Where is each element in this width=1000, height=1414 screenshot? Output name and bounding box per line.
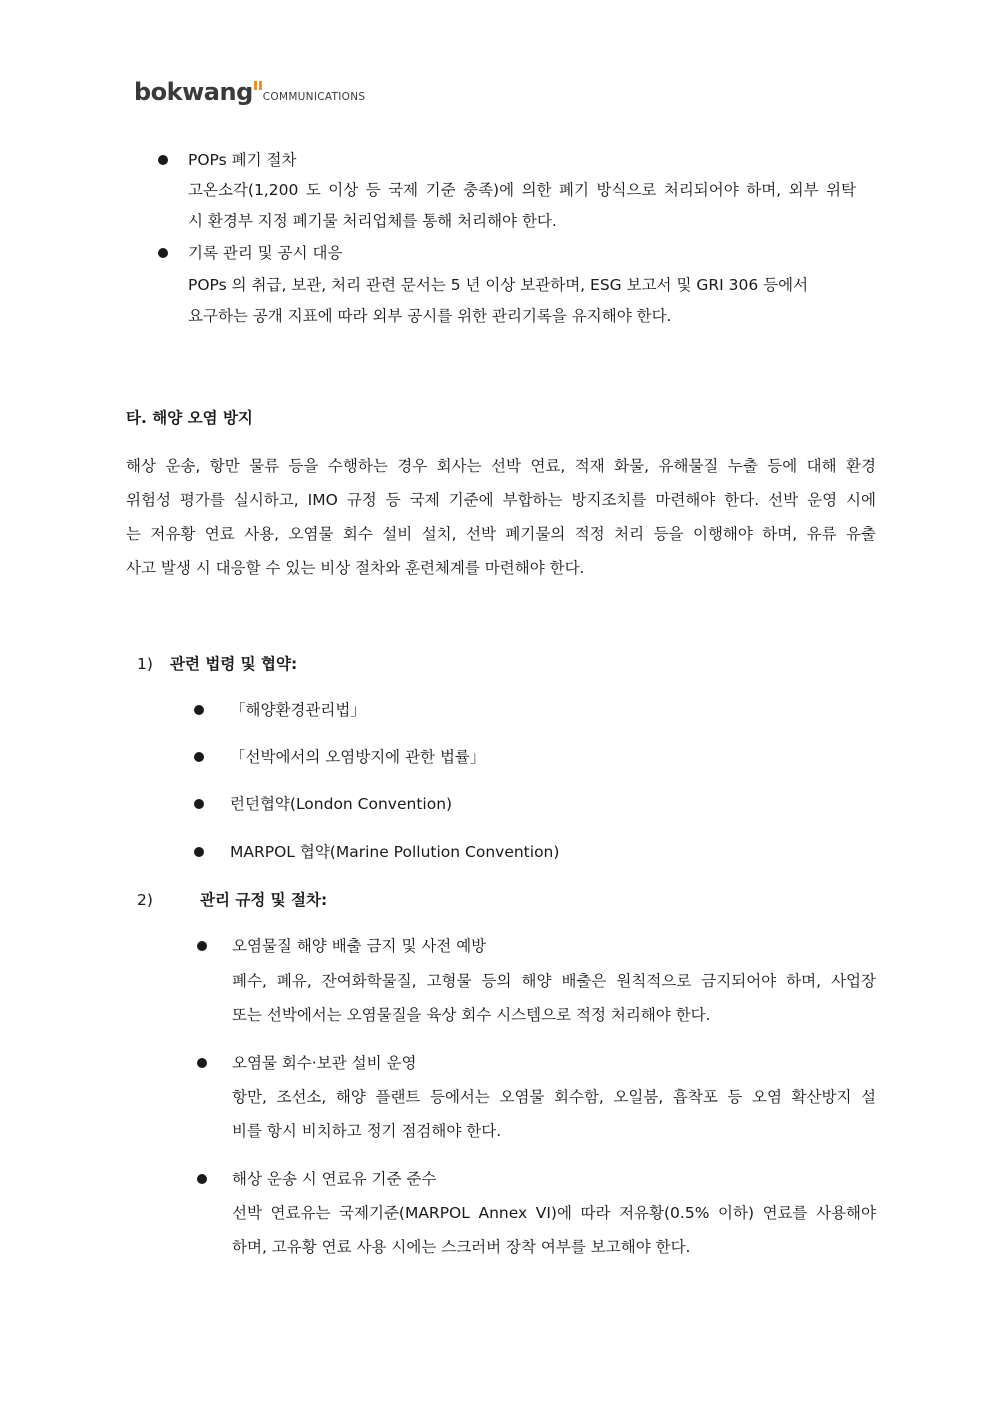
bullet-icon — [194, 847, 204, 857]
rule-item-text: 또는 선박에서는 오염물질을 육상 회수 시스템으로 적정 처리해야 한다. — [232, 1006, 711, 1024]
bullet-icon — [194, 705, 204, 715]
logo-mark-icon — [254, 81, 262, 90]
law-item: 「해양환경관리법」 — [230, 701, 366, 719]
paragraph-line: 해상 운송, 항만 물류 등을 수행하는 경우 회사는 선박 연료, 적재 화물, 유해물질 누출 등에 대해 환경 — [126, 457, 876, 475]
rule-item-text: 항만, 조선소, 해양 플랜트 등에서는 오염물 회수함, 오일붐, 흡착포 등 오염 확산방지 설 — [232, 1088, 876, 1106]
bullet-icon — [197, 1058, 207, 1068]
bullet-icon — [197, 941, 207, 951]
subsection-number: 2) — [137, 891, 153, 909]
bullet-icon — [194, 799, 204, 809]
rule-item-text: 폐수, 폐유, 잔여화학물질, 고형물 등의 해양 배출은 원칙적으로 금지되어야 하며, 사업장 — [232, 972, 876, 990]
paragraph-line: 사고 발생 시 대응할 수 있는 비상 절차와 훈련체계를 마련해야 한다. — [126, 559, 585, 577]
company-logo — [134, 74, 365, 104]
subsection-title: 관리 규정 및 절차: — [200, 891, 328, 909]
list-item-title: POPs 폐기 절차 — [188, 151, 297, 169]
logo-subtitle: COMMUNICATIONS — [262, 91, 366, 103]
bullet-icon — [158, 248, 168, 258]
list-item-title: 기록 관리 및 공시 대응 — [188, 244, 343, 262]
bullet-icon — [158, 155, 168, 165]
subsection-title: 관련 법령 및 협약: — [170, 655, 298, 673]
rule-item-text: 하며, 고유황 연료 사용 시에는 스크러버 장착 여부를 보고해야 한다. — [232, 1238, 691, 1256]
list-item-text: 고온소각(1,200 도 이상 등 국제 기준 충족)에 의한 폐기 방식으로 처리되어야 하며, 외부 위탁 — [188, 181, 856, 199]
rule-item-text: 선박 연료유는 국제기준(MARPOL Annex VI)에 따라 저유황(0.5% 이하) 연료를 사용해야 — [232, 1204, 876, 1222]
law-item: 「선박에서의 오염방지에 관한 법률」 — [230, 748, 486, 766]
rule-item-text: 비를 항시 비치하고 정기 점검해야 한다. — [232, 1122, 502, 1140]
list-item-text: POPs 의 취급, 보관, 처리 관련 문서는 5 년 이상 보관하며, ESG 보고서 및 GRI 306 등에서 — [188, 276, 809, 294]
law-item: 런던협약(London Convention) — [230, 795, 453, 813]
rule-item-title: 해상 운송 시 연료유 기준 준수 — [232, 1170, 437, 1188]
subsection-number: 1) — [137, 655, 153, 673]
rule-item-title: 오염물질 해양 배출 금지 및 사전 예방 — [232, 937, 487, 955]
list-item-text: 시 환경부 지정 폐기물 처리업체를 통해 처리해야 한다. — [188, 212, 557, 230]
bullet-icon — [197, 1174, 207, 1184]
section-title: 타. 해양 오염 방지 — [126, 409, 253, 427]
paragraph-line: 위험성 평가를 실시하고, IMO 규정 등 국제 기준에 부합하는 방지조치를 마련해야 한다. 선박 운영 시에 — [126, 491, 876, 509]
bullet-icon — [194, 752, 204, 762]
logo-wordmark: bokwang — [134, 78, 253, 106]
paragraph-line: 는 저유황 연료 사용, 오염물 회수 설비 설치, 선박 폐기물의 적정 처리 등을 이행해야 하며, 유류 유출 — [126, 525, 876, 543]
list-item-text: 요구하는 공개 지표에 따라 외부 공시를 위한 관리기록을 유지해야 한다. — [188, 307, 672, 325]
law-item: MARPOL 협약(Marine Pollution Convention) — [230, 843, 560, 861]
rule-item-title: 오염물 회수·보관 설비 운영 — [232, 1054, 417, 1072]
